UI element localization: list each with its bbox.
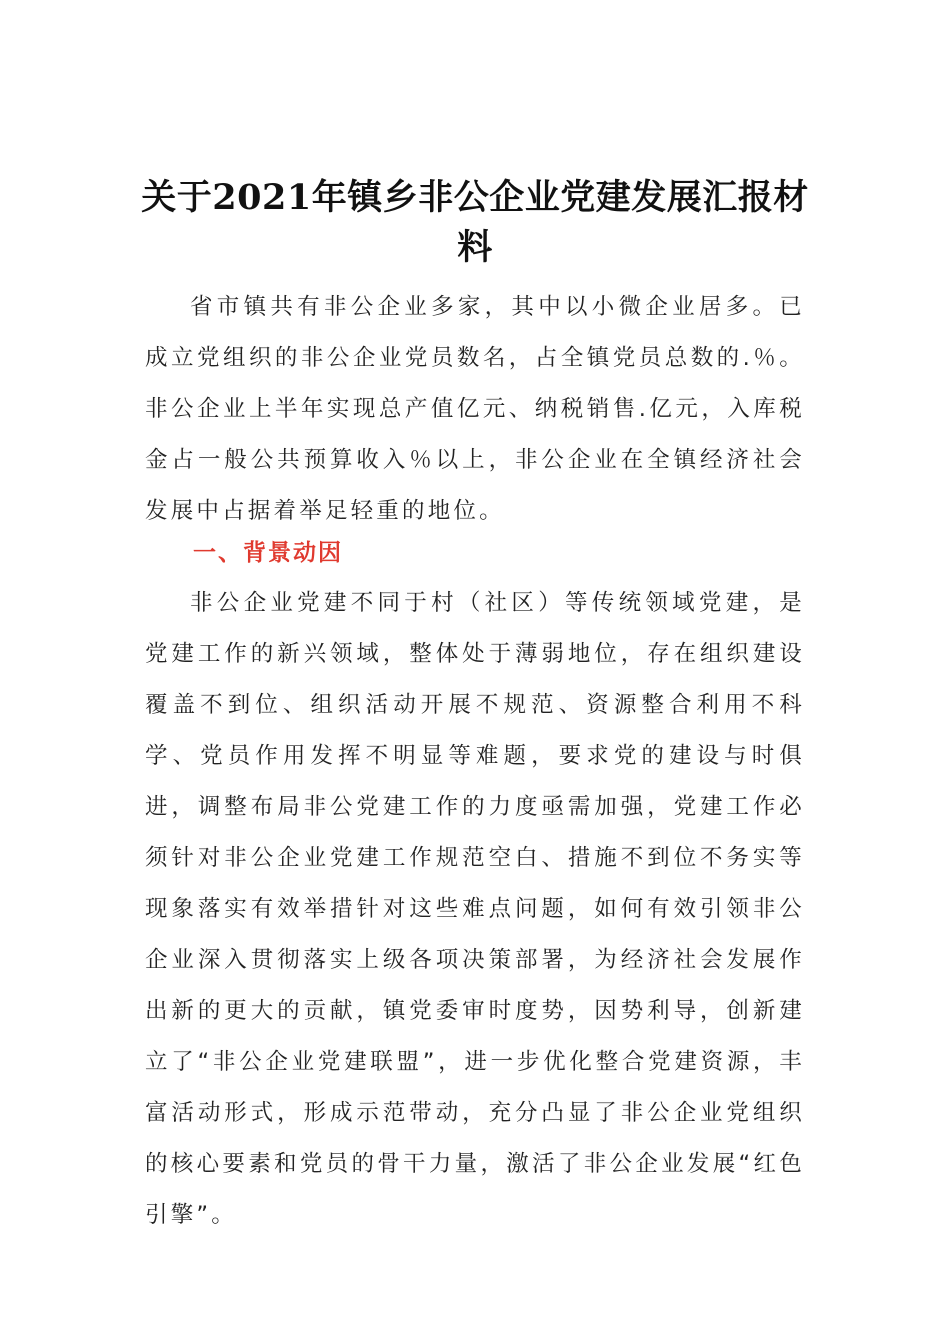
background-paragraph: 非公企业党建不同于村（社区）等传统领域党建，是党建工作的新兴领域，整体处于薄弱地位，存在组织建设覆盖不到位、组织活动开展不规范、资源整合利用不科学、党员作用发挥不明显等难题，要求党的建设与时俱进，调整布局非公党建工作的力度亟需加强，党建工作必须针对非公企业党建工作规范空白、措施不到位不务实等现象落实有效举措针对这些难点问题，如何有效引领非公企业深入贯彻落实上级各项决策部署，为经济社会发展作出新的更大的贡献，镇党委审时度势，因势利导，创新建立了“非公企业党建联盟”，进一步优化整合党建资源，丰富活动形式，形成示范带动，充分凸显了非公企业党组织的核心要素和党员的骨干力量，激活了非公企业发展“红色引擎”。 — [145, 590, 805, 1228]
document-title: 关于2021年镇乡非公企业党建发展汇报材料 — [141, 177, 809, 269]
section-heading-background: 一、背景动因 — [193, 540, 343, 566]
intro-paragraph: 省市镇共有非公企业多家，其中以小微企业居多。已成立党组织的非公企业党员数名，占全镇党员总数的.％。非公企业上半年实现总产值亿元、纳税销售.亿元，入库税金占一般公共预算收入％以上，非公企业在全镇经济社会发展中占据着举足轻重的地位。 — [145, 294, 805, 524]
